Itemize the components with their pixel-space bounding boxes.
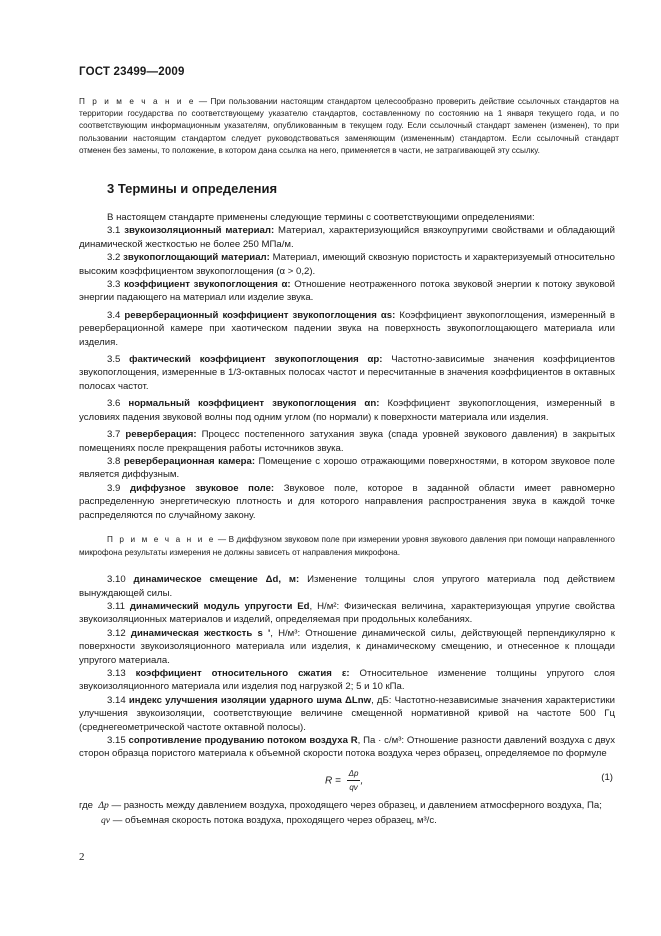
term-symbol: αp: <box>358 354 383 366</box>
term-3-4 <box>79 309 615 349</box>
formula-legend <box>79 799 615 828</box>
formula-numerator: Δp <box>347 767 361 781</box>
term-symbol: s ' <box>252 627 271 639</box>
note-label: П р и м е ч а н и е <box>107 534 216 544</box>
term-number: 3.10 <box>107 574 134 586</box>
term-definition: Физическая величина, характеризующая упругие свойства звукоизоляционных материалов и изделий, определяемая при продольных колебаниях. <box>79 600 615 626</box>
term-title: фактический коэффициент звукопоглощения <box>129 354 359 366</box>
term-number: 3.15 <box>107 735 129 746</box>
term-3-7 <box>79 428 615 455</box>
term-symbol: ΔLnw <box>341 694 372 706</box>
formula-1 <box>79 765 615 795</box>
term-unit: , дБ: <box>371 694 392 706</box>
legend-lead: где <box>79 799 94 811</box>
note-text: — В диффузном звуковом поле при измерении уровня звукового давления при помощи направленного микрофона результаты измерения не должны зависеть от направления микрофона. <box>79 534 615 557</box>
term-3-12 <box>79 627 615 667</box>
legend-qv <box>79 814 615 827</box>
term-number: 3.14 <box>107 694 129 706</box>
note-mid <box>79 534 615 559</box>
term-title: звукоизоляционный материал: <box>124 225 275 237</box>
term-number: 3.9 <box>107 482 130 494</box>
term-3-1 <box>79 224 615 251</box>
formula-number: (1) <box>601 771 613 783</box>
term-definition: Коэффициент звукопоглощения, измеренный в реверберационной камере при хаотическом падении звука на поверхность звукопоглощающего материала или изделия. <box>79 309 615 348</box>
section-body <box>79 211 615 828</box>
term-symbol: ε: <box>331 667 350 679</box>
term-number: 3.6 <box>107 398 129 410</box>
term-symbol: αn: <box>356 398 380 410</box>
term-number: 3.5 <box>107 354 130 366</box>
term-3-6 <box>79 397 615 424</box>
term-title: динамическое смещение <box>133 574 258 586</box>
term-3-8 <box>79 455 615 482</box>
term-title: диффузное звуковое поле: <box>130 482 275 494</box>
term-definition: Частотно-независимые значения характеристики улучшения звукоизоляции, соответствующие величине смещенной нормативной кривой на частоте 500 Гц (среднегеометрической частоте октавной полосы). <box>79 694 616 733</box>
legend-dp-text: — разность между давлением воздуха, проходящего через образец, и давлением атмосферного воздуха, Па; <box>108 799 602 811</box>
legend-dp-symbol: Δp <box>98 799 109 811</box>
term-unit: , Н/м²: <box>309 600 340 612</box>
term-title: нормальный коэффициент звукопоглощения <box>128 398 357 410</box>
term-definition: Звуковое поле, которое в заданной области имеет равномерно распределенную энергетическую плотность и для которого направления распространения звука в каждой точке распределяются по случайному закону. <box>79 482 615 521</box>
term-title: коэффициент звукопоглощения <box>123 279 278 291</box>
legend-dp <box>79 799 615 812</box>
term-number: 3.7 <box>107 429 126 441</box>
term-symbol: R <box>347 735 358 746</box>
term-title: сопротивление продуванию потоком воздуха <box>128 735 348 746</box>
term-number: 3.11 <box>107 600 130 612</box>
term-3-13 <box>79 667 615 694</box>
formula-fraction <box>347 767 364 795</box>
formula-tail: , <box>360 775 364 787</box>
term-3-9 <box>79 482 615 522</box>
term-symbol: α: <box>277 279 291 291</box>
term-symbol: Δd, м: <box>257 574 300 586</box>
term-title: реверберационная камера: <box>123 455 256 467</box>
term-definition: Отношение динамической силы, действующей перпендикулярно к поверхности звукоизоляционного материала или изделия, к динамическому смещению, и отнесенное к площади упругого материала. <box>79 627 616 666</box>
term-title: коэффициент относительного сжатия <box>135 667 332 679</box>
term-definition: Материал, имеющий сквозную пористость и характеризуемый относительно высоким коэффициентом звукопоглощения (α > 0,2). <box>79 252 616 277</box>
term-title: динамическая жесткость <box>130 627 253 639</box>
note-top <box>79 96 619 157</box>
term-3-15 <box>79 734 615 761</box>
term-3-14 <box>79 694 615 734</box>
term-number: 3.13 <box>107 667 136 679</box>
term-3-10 <box>79 573 615 600</box>
term-definition: Изменение толщины слоя упругого материала под действием вынуждающей силы. <box>79 574 615 599</box>
term-definition: Относительное изменение толщины упругого слоя звукоизоляционного материала или изделия под нагрузкой 2; 5 и 10 кПа. <box>79 667 615 693</box>
term-definition: Отношение разности давлений воздуха с двух сторон образца пористого материала к объемной скорости потока воздуха через образец, определяемое по формуле <box>79 735 615 760</box>
term-definition: Частотно-зависимые значения коэффициентов звукопоглощения, измеренные в 1/3-октавных полосах частот и пересчитанные в значения коэффициентов в октавных полосах частот. <box>79 354 615 392</box>
term-number: 3.1 <box>107 225 125 237</box>
term-title: индекс улучшения изоляции ударного шума <box>128 694 342 706</box>
term-unit: , Н/м³: <box>270 627 301 639</box>
note-label: П р и м е ч а н и е <box>79 97 196 106</box>
term-number: 3.4 <box>107 309 125 321</box>
section-title: 3 Термины и определения <box>107 181 278 196</box>
formula-denominator: qv <box>349 783 358 793</box>
legend-qv-symbol: qv <box>101 815 111 827</box>
term-number: 3.12 <box>107 627 131 639</box>
term-definition: Материал, характеризующийся вязкоупругими свойствами и обладающий динамической жесткостью не более 250 МПа/м. <box>79 225 615 250</box>
term-definition: Процесс постепенного затухания звука (спада уровней звукового давления) в закрытых помещениях после прекращения работы источников звука. <box>79 429 615 454</box>
page-number: 2 <box>79 851 85 863</box>
term-definition: Помещение с хорошо отражающими поверхностями, в котором звуковое поле является диффузным. <box>79 455 615 481</box>
term-symbol: αs: <box>376 309 396 321</box>
term-3-3 <box>79 278 615 305</box>
note-text: — При пользовании настоящим стандартом целесообразно проверить действие ссылочных стандартов на территории государства по соответствующему указателю стандартов, составленному по состоянию на 1 января текущего года, и по соответствующим информационным указателям, опубликованным в текущем году. Если ссылочный стандарт заменен (изменен), то при пользовании настоящим стандартом следует руководствоваться заменяющим (измененным) стандартом. Если ссылочный стандарт отменен без замены, то положение, в котором дана ссылка на него, применяется в части, не затрагивающей эту ссылку. <box>79 97 619 155</box>
legend-qv-text: — объемная скорость потока воздуха, проходящего через образец, м³/с. <box>110 815 437 827</box>
term-number: 3.3 <box>107 279 124 291</box>
term-number: 3.8 <box>107 455 124 467</box>
term-3-2 <box>79 251 615 278</box>
term-title: реверберационный коэффициент звукопоглощения <box>124 309 377 321</box>
standard-header: ГОСТ 23499—2009 <box>79 66 185 78</box>
term-number: 3.2 <box>107 252 124 264</box>
term-definition: Коэффициент звукопоглощения, измеренный в условиях падения звуковой волны под одним углом (по нормали) к поверхности материала или изделия. <box>79 398 615 423</box>
term-title: динамический модуль упругости <box>129 600 293 612</box>
term-title: звукопоглощающий материал: <box>123 252 270 264</box>
term-title: реверберация: <box>125 429 197 441</box>
term-definition: Отношение неотраженного потока звуковой энергии к потоку звуковой энергии падающего на материал или изделие звука. <box>79 279 615 304</box>
formula-expression <box>325 767 363 795</box>
term-3-11 <box>79 600 615 627</box>
term-3-5 <box>79 353 615 393</box>
term-symbol: Ed <box>292 600 310 612</box>
term-unit: , Па · с/м³: <box>357 735 405 746</box>
formula-lhs: R = <box>325 775 341 787</box>
intro-paragraph: В настоящем стандарте применены следующие термины с соответствующими определениями: <box>107 212 535 223</box>
